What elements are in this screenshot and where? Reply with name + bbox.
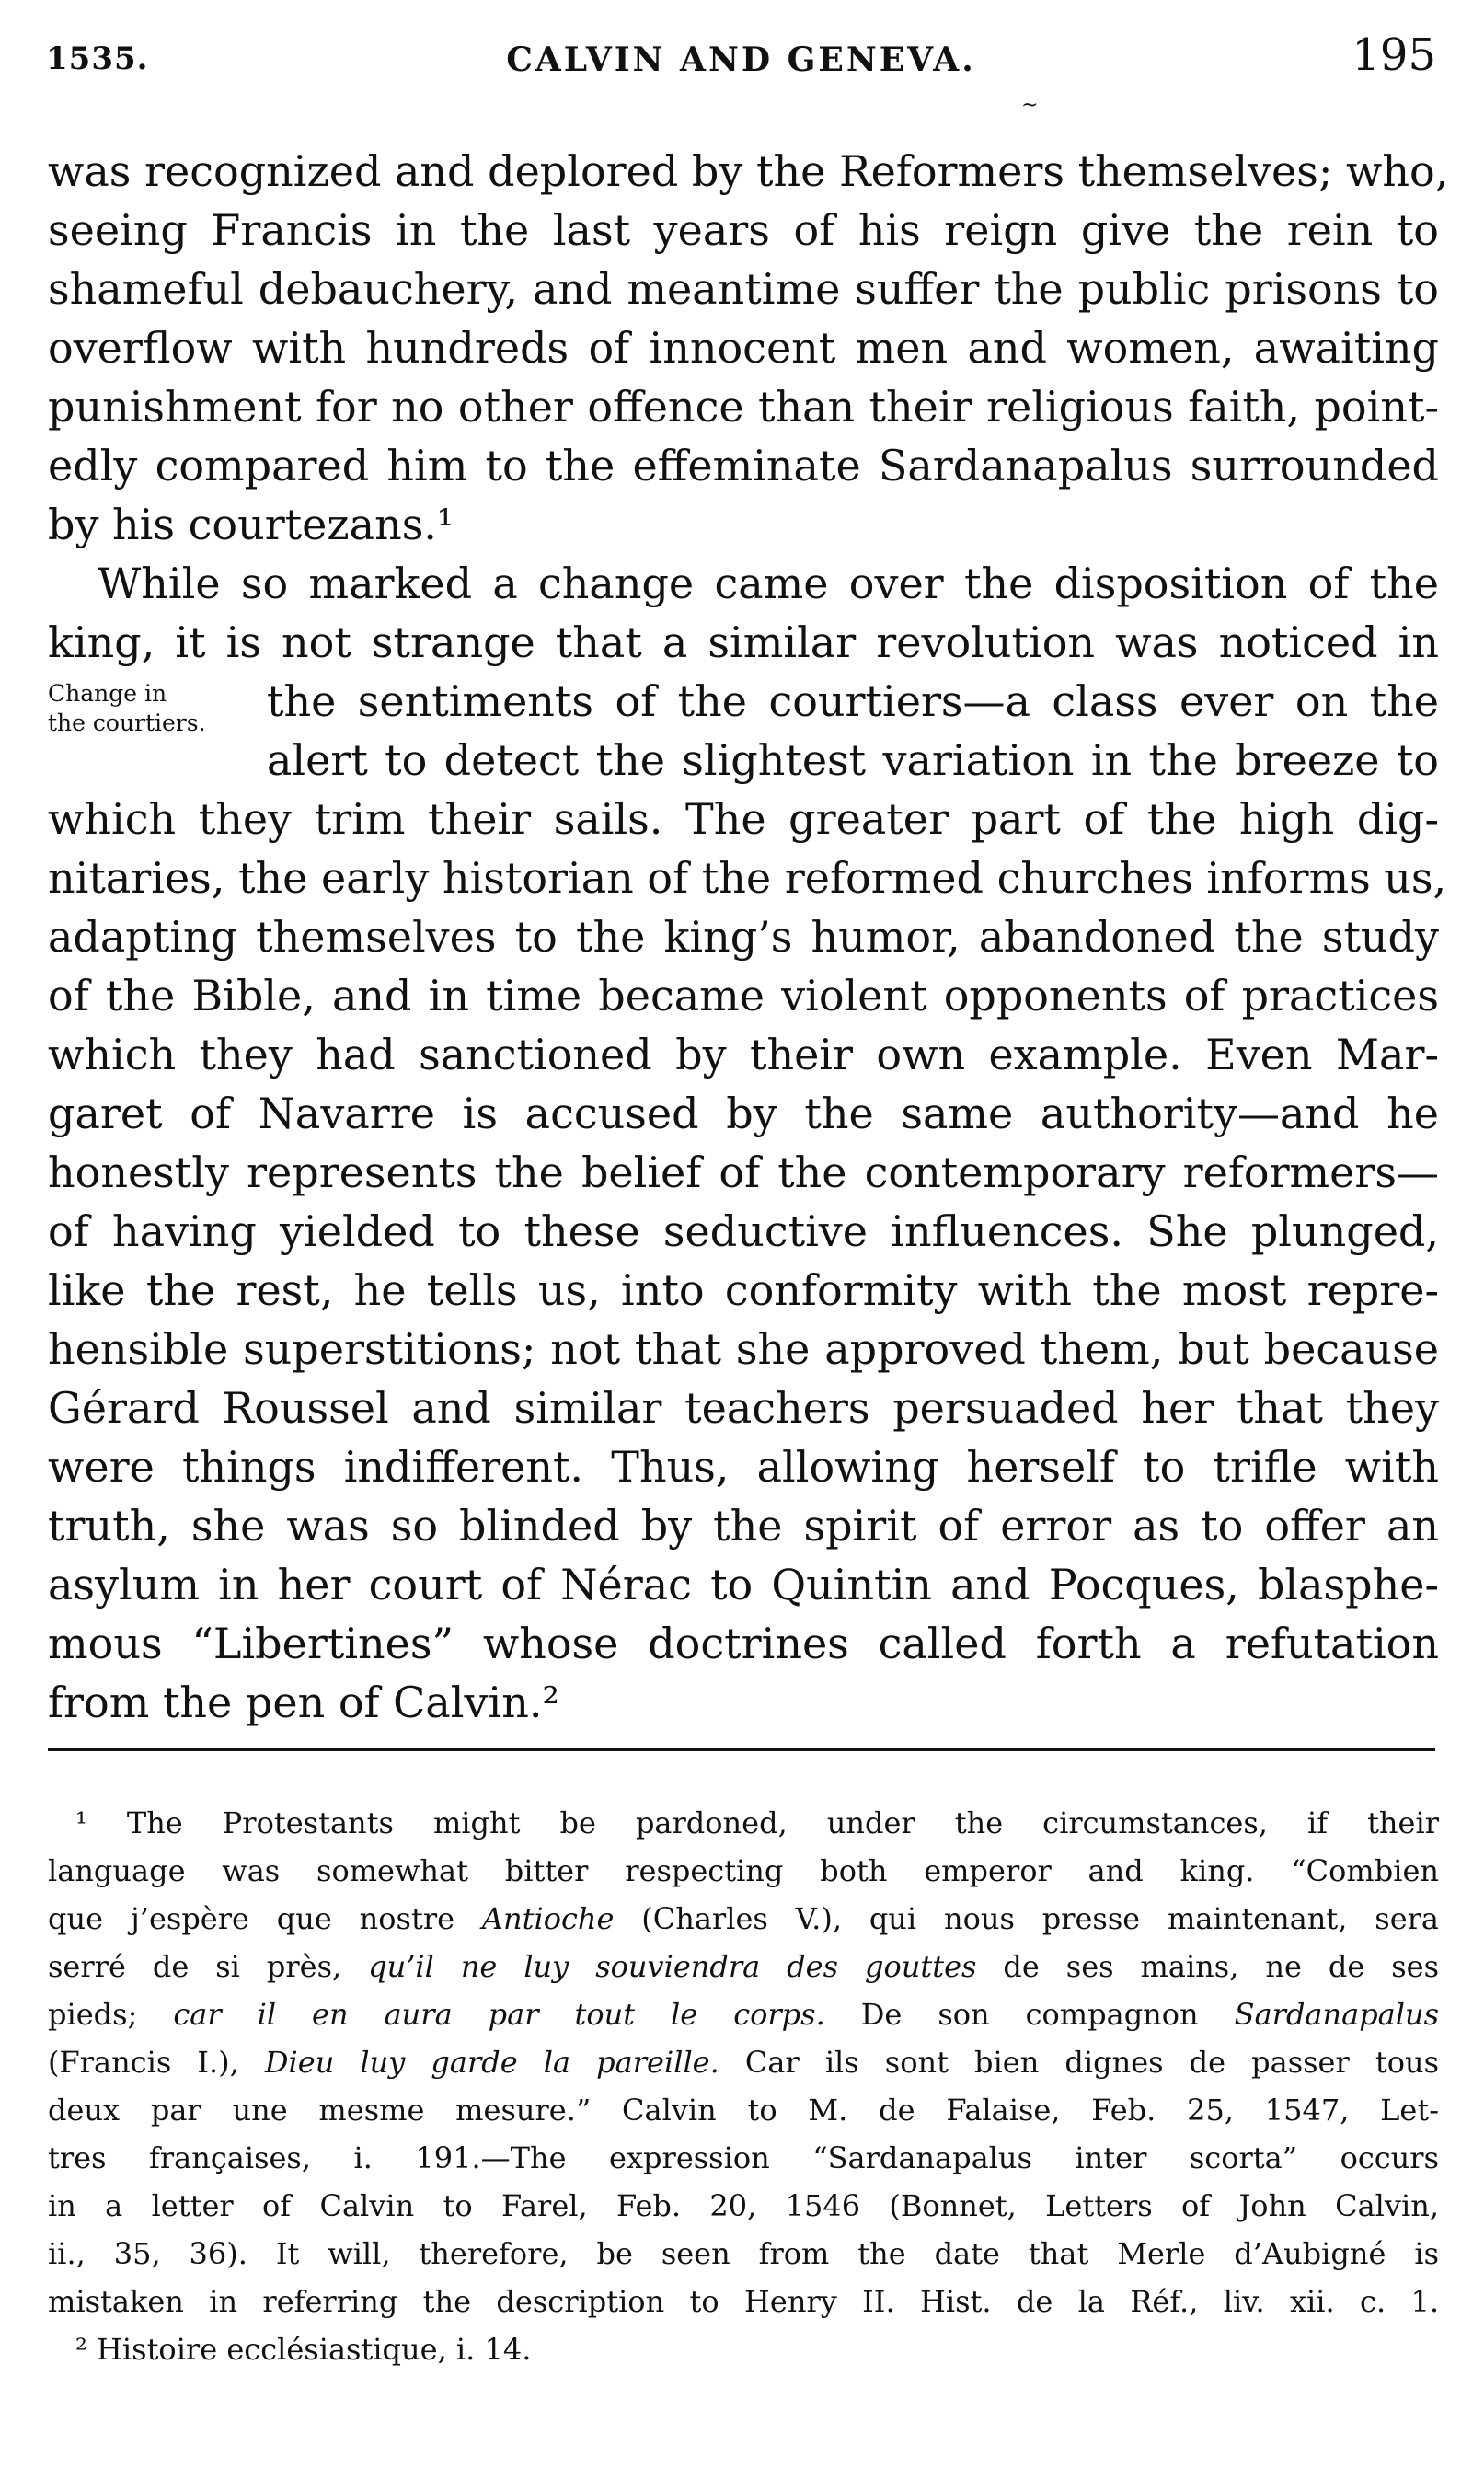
footnote-line (48, 1990, 1439, 2038)
body-line: seeing Francis in the last years of his reign give the rein to (48, 205, 1439, 255)
body-line: nitaries, the early historian of the reformed churches informs us, (48, 853, 1447, 903)
ink-speck: ~ (1021, 94, 1039, 117)
body-line: punishment for no other offence than their religious faith, point- (48, 382, 1439, 432)
body-line: were things indifferent. Thus, allowing herself to trifle with (48, 1442, 1439, 1492)
footnote-rule (48, 1748, 1435, 1751)
body-line: the sentiments of the courtiers—a class ever on the (267, 676, 1439, 726)
body-line: which they had sanctioned by their own example. Even Mar- (48, 1030, 1439, 1079)
body-line: which they trim their sails. The greater part of the high dig- (48, 794, 1439, 844)
body-line: garet of Navarre is accused by the same authority—and he (48, 1089, 1439, 1138)
body-line: alert to detect the slightest variation in the breeze to (267, 735, 1439, 785)
footnote-text: pieds; (48, 1997, 174, 2032)
body-line: of having yielded to these seductive influences. She plunged, (48, 1206, 1439, 1256)
footnote-italic: Sardanapalus (1234, 1997, 1440, 2032)
footnote-text: serré de si près, (48, 1949, 369, 1984)
header-year: 1535. (46, 40, 149, 77)
footnote-line: ² Histoire ecclésiastique, i. 14. (75, 2332, 532, 2367)
body-line: like the rest, he tells us, into conformity with the most repre- (48, 1265, 1439, 1315)
body-line: truth, she was so blinded by the spirit of error as to offer an (48, 1501, 1439, 1551)
footnote-line: in a letter of Calvin to Farel, Feb. 20, 1546 (Bonnet, Letters of John Calvin, (48, 2188, 1439, 2223)
footnote-line: ¹ The Protestants might be pardoned, under the circumstances, if their (75, 1805, 1439, 1840)
footnote-text: Car ils sont bien dignes de passer tous (719, 2045, 1440, 2080)
body-line: shameful debauchery, and meantime suffer the public prisons to (48, 264, 1439, 314)
footnote-line: language was somewhat bitter respecting both emperor and king. “Combien (48, 1853, 1439, 1888)
margin-note-line: the courtiers. (48, 709, 206, 736)
footnote-text: De son compagnon (824, 1997, 1235, 2032)
body-line: While so marked a change came over the disposition of the (98, 559, 1439, 608)
body-line: asylum in her court of Nérac to Quintin and Pocques, blasphe- (48, 1560, 1439, 1609)
footnote-text: que j’espère que nostre (48, 1901, 482, 1936)
margin-note-line: Change in (48, 680, 167, 707)
body-line: overflow with hundreds of innocent men and women, awaiting (48, 323, 1439, 373)
body-line: was recognized and deplored by the Reformers themselves; who, (48, 146, 1449, 196)
footnote-line: mistaken in referring the description to Henry II. Hist. de la Réf., liv. xii. c. 1. (48, 2284, 1439, 2319)
running-title: CALVIN AND GENEVA. (506, 40, 976, 79)
footnote-italic: Antioche (481, 1901, 615, 1936)
body-line: king, it is not strange that a similar revolution was noticed in (48, 617, 1439, 667)
page-number: 195 (1352, 29, 1436, 81)
body-line: Gérard Roussel and similar teachers persuaded her that they (48, 1383, 1439, 1433)
footnote-text: (Charles V.), qui nous presse maintenant, sera (614, 1901, 1440, 1936)
body-line: of the Bible, and in time became violent opponents of practices (48, 971, 1439, 1021)
footnote-line (48, 2038, 1439, 2086)
body-line: mous “Libertines” whose doctrines called forth a refutation (48, 1619, 1439, 1668)
footnote-text: (Francis I.), (48, 2045, 265, 2080)
footnote-line: ii., 35, 36). It will, therefore, be seen from the date that Merle d’Aubigné is (48, 2236, 1439, 2271)
footnote-line: deux par une mesme mesure.” Calvin to M. de Falaise, Feb. 25, 1547, Let- (48, 2093, 1439, 2128)
margin-note (48, 679, 206, 738)
body-line: hensible superstitions; not that she approved them, but because (48, 1324, 1439, 1374)
body-line: by his courtezans.¹ (48, 500, 454, 549)
running-header (46, 29, 1436, 94)
body-line: honestly represents the belief of the contemporary reformers— (48, 1148, 1439, 1197)
body-line: edly compared him to the effeminate Sardanapalus surrounded (48, 441, 1439, 490)
footnote-italic: Dieu luy garde la pareille. (264, 2045, 719, 2080)
footnote-line (48, 1943, 1439, 1990)
footnote-italic: car il en aura par tout le corps. (173, 1997, 825, 2032)
body-line: from the pen of Calvin.² (48, 1678, 559, 1727)
footnote-line: tres françaises, i. 191.—The expression “Sardanapalus inter scorta” occurs (48, 2140, 1439, 2175)
body-line: adapting themselves to the king’s humor, abandoned the study (48, 912, 1439, 962)
footnote-text: de ses mains, ne de ses (976, 1949, 1440, 1984)
footnote-italic: qu’il ne luy souviendra des gouttes (368, 1949, 977, 1984)
footnote-line (48, 1895, 1439, 1943)
